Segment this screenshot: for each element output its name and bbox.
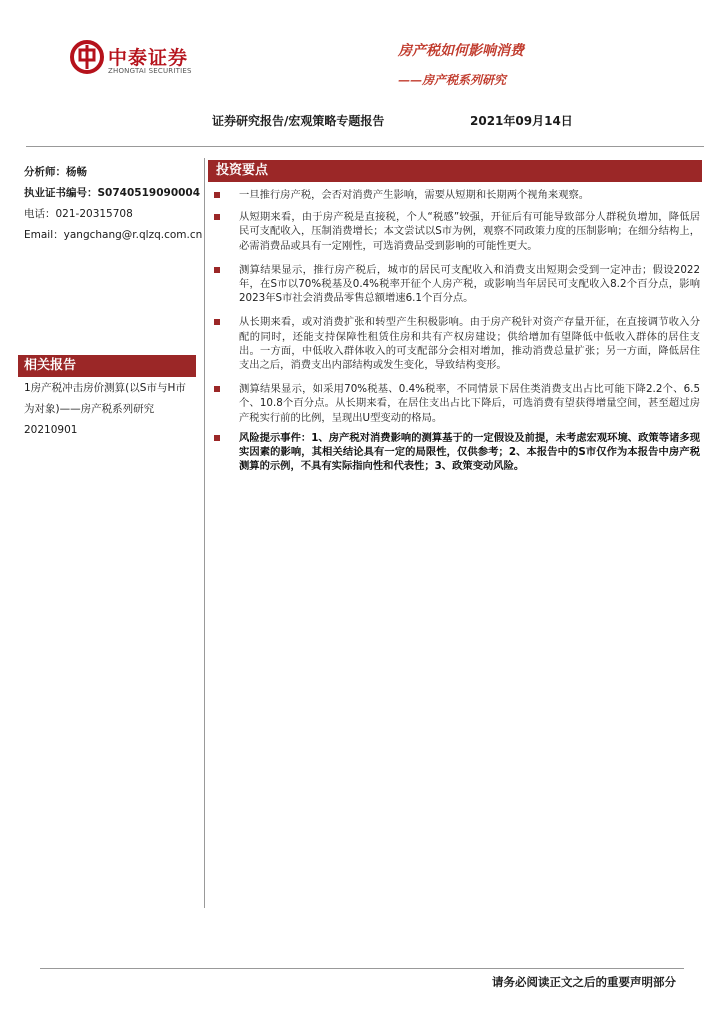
highlight-item <box>208 188 700 202</box>
highlight-text: 测算结果显示，推行房产税后，城市的居民可支配收入和消费支出短期会受到一定冲击；假设2022年，在S市以70%税基及0.4%税率开征个人房产税，或影响当年居民可支配收入8.2个百分点，影响2023年S市社会消费品零售总额增速6.1个百分点。 <box>239 263 700 305</box>
report-subtitle: ——房产税系列研究 <box>397 73 506 87</box>
analyst-phone-label: 电话： <box>24 208 56 220</box>
investment-highlights-list <box>208 188 700 473</box>
bullet-square-icon <box>214 319 220 325</box>
column-divider <box>204 158 205 908</box>
analyst-cert-label: 执业证书编号： <box>24 187 98 199</box>
header-divider <box>26 146 704 147</box>
highlight-item <box>208 263 700 306</box>
brand-name-cn: 中泰证券 <box>108 47 189 69</box>
company-logo <box>70 40 210 78</box>
footer-disclaimer: 请务必阅读正文之后的重要声明部分 <box>492 975 676 989</box>
analyst-email[interactable]: yangchang@r.qlzq.com.cn <box>63 229 203 241</box>
analyst-name-label: 分析师： <box>24 166 66 178</box>
highlight-text: 从长期来看，或对消费扩张和转型产生积极影响。由于房产税针对资产存量开征，在直接调节收入分配的同时，还能支持保障性租赁住房和共有产权房建设；供给增加有望降低中低收入群体的居住支出。一方面，中低收入群体收入的可支配部分会相对增加，推动消费总量扩张；另一方面，降低居住支出之后，消费支出内部结构或发生变化，导致结构变形。 <box>239 316 700 372</box>
report-date: 2021年09月14日 <box>470 114 573 128</box>
related-report-date: 20210901 <box>24 424 78 436</box>
highlight-text: 从短期来看，由于房产税是直接税，个人“税感”较强，开征后有可能导致部分人群税负增加，降低居民可支配收入，压制消费增长；本文尝试以S市为例，观察不同政策力度的压制影响；在细分结构上，必需消费品或具有一定刚性，可选消费品受到影响的可能性更大。 <box>239 211 700 252</box>
bullet-square-icon <box>214 386 220 392</box>
analyst-email-row <box>24 225 203 246</box>
highlight-text: 测算结果显示，如采用70%税基、0.4%税率，不同情景下居住类消费支出占比可能下降2.2个、6.5个、10.8个百分点。从长期来看，在居住支出占比下降后，可选消费有望获得增量空间，甚至超过房产税实行前的比例，呈现出U型变动的格局。 <box>239 383 700 424</box>
analyst-email-label: Email： <box>24 229 64 241</box>
logo-mark-icon <box>70 40 104 74</box>
bullet-square-icon <box>214 214 220 220</box>
bullet-square-icon <box>214 267 220 273</box>
analyst-phone-row <box>24 204 194 225</box>
related-reports-heading: 相关报告 <box>18 355 196 377</box>
analyst-name: 杨畅 <box>66 166 87 178</box>
highlight-item <box>208 315 700 372</box>
highlight-item <box>208 210 700 253</box>
highlight-item <box>208 382 700 425</box>
report-title: 房产税如何影响消费 <box>398 43 524 59</box>
bullet-square-icon <box>214 435 220 441</box>
analyst-phone: 021-20315708 <box>55 208 133 220</box>
risk-warning-item <box>208 431 700 474</box>
bullet-square-icon <box>214 192 220 198</box>
analyst-cert: S0740519090004 <box>97 187 201 199</box>
brand-name-en: ZHONGTAI SECURITIES <box>108 67 192 75</box>
footer-divider <box>40 968 684 969</box>
risk-warning-text: 风险提示事件：1、房产税对消费影响的测算基于的一定假设及前提，未考虑宏观环境、政策等诸多现实因素的影响，其相关结论具有一定的局限性，仅供参考；2、本报告中的S市仅作为本报告中房产税测算的示例，不具有实际指向性和代表性；3、政策变动风险。 <box>239 431 700 473</box>
analyst-name-row <box>24 162 194 183</box>
report-type: 证券研究报告/宏观策略专题报告 <box>212 114 385 128</box>
related-reports-list <box>24 378 196 441</box>
related-report-title[interactable]: 1房产税冲击房价测算(以S市与H市为对象)——房产税系列研究 <box>24 382 186 415</box>
analyst-cert-row <box>24 183 201 204</box>
highlight-text: 一旦推行房产税，会否对消费产生影响，需要从短期和长期两个视角来观察。 <box>239 189 590 201</box>
analyst-info <box>24 162 203 246</box>
investment-highlights-heading: 投资要点 <box>208 160 702 182</box>
